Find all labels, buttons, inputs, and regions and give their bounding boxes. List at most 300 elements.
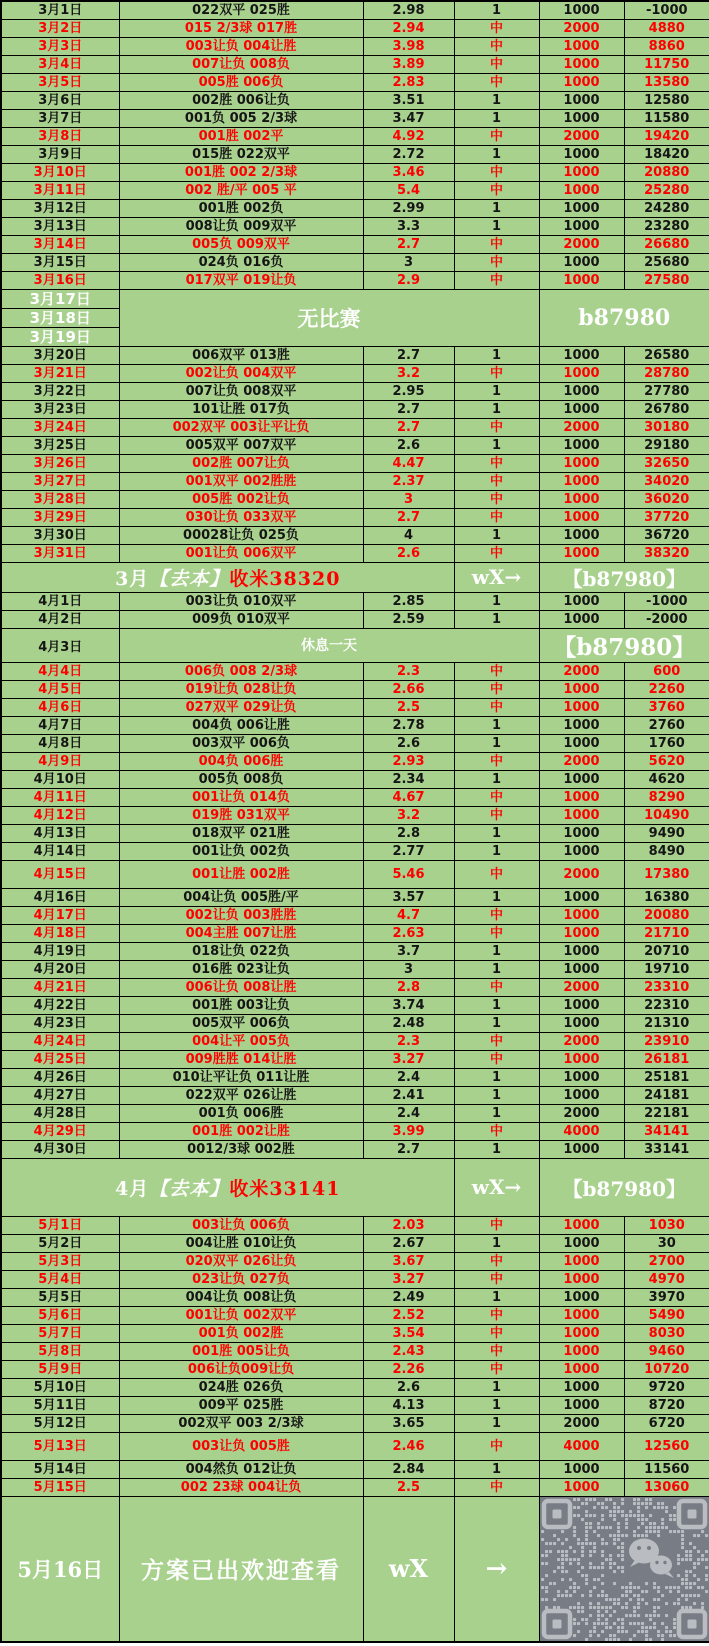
odds-cell: 2.84 [363,1460,454,1478]
bet-desc-cell: 022双平 025胜 [119,1,363,19]
odds-cell: 3.57 [363,888,454,906]
result-cell: 中 [454,55,539,73]
odds-cell: 2.52 [363,1306,454,1324]
table-row [1,842,709,860]
table-row [1,1014,709,1032]
stake-cell: 2000 [539,662,624,680]
odds-cell: 2.98 [363,1,454,19]
odds-cell: 2.8 [363,824,454,842]
stake-cell: 2000 [539,235,624,253]
date-cell: 5月15日 [1,1478,119,1496]
table-row [1,472,709,490]
stake-cell: 1000 [539,788,624,806]
odds-cell: 2.95 [363,382,454,400]
result-cell: 1 [454,716,539,734]
table-row [1,181,709,199]
odds-cell: 4 [363,526,454,544]
date-cell: 4月9日 [1,752,119,770]
odds-cell: 2.03 [363,1216,454,1234]
result-cell: 1 [454,942,539,960]
profit-cell: 9460 [624,1342,709,1360]
profit-cell: 32650 [624,454,709,472]
stake-cell: 1000 [539,770,624,788]
result-cell: 中 [454,1050,539,1068]
bet-desc-cell: 002双平 003让平让负 [119,418,363,436]
table-row [1,788,709,806]
odds-cell: 2.7 [363,418,454,436]
result-cell: 1 [454,199,539,217]
odds-cell: 2.83 [363,73,454,91]
result-cell: 中 [454,698,539,716]
date-cell: 4月4日 [1,662,119,680]
bet-desc-cell: 003让负 004让胜 [119,37,363,55]
table-row [1,19,709,37]
table-row [1,770,709,788]
stake-cell: 1000 [539,824,624,842]
stake-cell: 1000 [539,1050,624,1068]
table-row [1,400,709,418]
stake-cell: 1000 [539,698,624,716]
table-row [1,109,709,127]
bet-desc-cell: 019让负 028让负 [119,680,363,698]
profit-cell: 37720 [624,508,709,526]
stake-cell: 1000 [539,996,624,1014]
result-cell: 中 [454,472,539,490]
summary-earnings: 收米38320 [229,567,341,590]
contact-code-cell: 【b87980】 [539,628,709,662]
result-cell: 1 [454,145,539,163]
date-cell: 3月25日 [1,436,119,454]
bet-desc-cell: 003让负 005胜 [119,1432,363,1460]
result-cell: 中 [454,364,539,382]
table-row [1,1396,709,1414]
bet-desc-cell: 002双平 003 2/3球 [119,1414,363,1432]
date-cell: 4月17日 [1,906,119,924]
profit-cell: 13060 [624,1478,709,1496]
profit-cell: 1760 [624,734,709,752]
stake-cell: 1000 [539,91,624,109]
profit-cell: 5490 [624,1306,709,1324]
odds-cell: 3.27 [363,1270,454,1288]
bet-desc-cell: 001负 006胜 [119,1104,363,1122]
stake-cell: 2000 [539,418,624,436]
result-cell: 中 [454,662,539,680]
bet-desc-cell: 003让负 006负 [119,1216,363,1234]
date-cell: 4月25日 [1,1050,119,1068]
table-row [1,1432,709,1460]
profit-cell: 38320 [624,544,709,562]
odds-cell: 2.85 [363,592,454,610]
bet-desc-cell: 023让负 027负 [119,1270,363,1288]
date-cell: 3月2日 [1,19,119,37]
odds-cell: 2.78 [363,716,454,734]
stake-cell: 1000 [539,610,624,628]
profit-cell: -1000 [624,592,709,610]
result-cell: 1 [454,1460,539,1478]
stake-cell: 1000 [539,73,624,91]
date-cell: 3月11日 [1,181,119,199]
odds-cell: 4.7 [363,906,454,924]
wx-cell: wX→ [454,1158,539,1216]
result-cell: 1 [454,842,539,860]
profit-cell: 25680 [624,253,709,271]
date-cell: 4月13日 [1,824,119,842]
bet-desc-cell: 019胜 031双平 [119,806,363,824]
profit-cell: 33141 [624,1140,709,1158]
table-row [1,1122,709,1140]
stake-cell: 1000 [539,1252,624,1270]
result-cell: 中 [454,181,539,199]
stake-cell: 1000 [539,1306,624,1324]
odds-cell: 5.46 [363,860,454,888]
result-cell: 1 [454,91,539,109]
odds-cell: 4.47 [363,454,454,472]
table-row [1,698,709,716]
odds-cell: 3 [363,253,454,271]
odds-cell: 3.65 [363,1414,454,1432]
odds-cell: 3.54 [363,1324,454,1342]
table-row [1,382,709,400]
result-cell: 中 [454,1270,539,1288]
date-cell: 4月10日 [1,770,119,788]
result-cell: 中 [454,1342,539,1360]
profit-cell: 3760 [624,698,709,716]
bet-desc-cell: 009平 025胜 [119,1396,363,1414]
date-cell: 5月14日 [1,1460,119,1478]
bet-desc-cell: 017双平 019让负 [119,271,363,289]
result-cell: 1 [454,109,539,127]
stake-cell: 1000 [539,1342,624,1360]
summary-tag: 【去本】 [149,1177,230,1200]
profit-cell: 11580 [624,109,709,127]
profit-cell: 10720 [624,1360,709,1378]
table-row [1,55,709,73]
table-row [1,1496,709,1642]
table-row [1,824,709,842]
date-cell: 3月16日 [1,271,119,289]
stake-cell: 2000 [539,1032,624,1050]
date-cell: 5月6日 [1,1306,119,1324]
profit-cell: 6720 [624,1414,709,1432]
date-cell: 4月18日 [1,924,119,942]
bet-desc-cell: 022双平 026让胜 [119,1086,363,1104]
date-cell: 5月8日 [1,1342,119,1360]
table-row [1,1140,709,1158]
date-cell: 4月11日 [1,788,119,806]
odds-cell: 3.98 [363,37,454,55]
profit-cell: 19420 [624,127,709,145]
stake-cell: 1000 [539,942,624,960]
date-cell: 3月26日 [1,454,119,472]
date-cell: 5月16日 [1,1496,119,1642]
date-cell: 4月15日 [1,860,119,888]
result-cell: 中 [454,19,539,37]
result-cell: 中 [454,253,539,271]
odds-cell: 2.72 [363,145,454,163]
stake-cell: 2000 [539,1414,624,1432]
bet-desc-cell: 018双平 021胜 [119,824,363,842]
date-cell: 4月12日 [1,806,119,824]
no-match-dates-cell [1,289,119,346]
date-cell: 3月31日 [1,544,119,562]
stake-cell: 1000 [539,592,624,610]
stake-cell: 1000 [539,1378,624,1396]
odds-cell: 3.46 [363,163,454,181]
date-cell: 4月1日 [1,592,119,610]
date-cell: 4月14日 [1,842,119,860]
result-cell: 中 [454,1432,539,1460]
date-cell: 4月19日 [1,942,119,960]
result-cell: 中 [454,1360,539,1378]
table-row [1,253,709,271]
profit-cell: 13580 [624,73,709,91]
odds-cell: 4.92 [363,127,454,145]
date-cell: 3月23日 [1,400,119,418]
qr-cell [539,1496,709,1642]
stake-cell: 1000 [539,1234,624,1252]
profit-cell: 2700 [624,1252,709,1270]
table-body [1,1,709,1642]
result-cell: 1 [454,382,539,400]
date-cell: 4月20日 [1,960,119,978]
bet-desc-cell: 001让负 006双平 [119,544,363,562]
stake-cell: 2000 [539,1104,624,1122]
odds-cell: 2.26 [363,1360,454,1378]
stake-cell: 1000 [539,544,624,562]
odds-cell: 2.93 [363,752,454,770]
table-row [1,1032,709,1050]
profit-cell: 4880 [624,19,709,37]
arrow-cell: → [454,1496,539,1642]
table-row [1,1460,709,1478]
table-row [1,454,709,472]
result-cell: 1 [454,1378,539,1396]
result-cell: 中 [454,788,539,806]
bet-desc-cell: 002 23球 004让负 [119,1478,363,1496]
summary-month-label: 4月 [115,1177,150,1200]
table-row [1,1252,709,1270]
bet-desc-cell: 018让负 022负 [119,942,363,960]
stake-cell: 1000 [539,526,624,544]
odds-cell: 5.4 [363,181,454,199]
bet-desc-cell: 005负 009双平 [119,235,363,253]
summary-month-label: 3月 [115,567,150,590]
date-cell: 4月26日 [1,1068,119,1086]
stake-cell: 4000 [539,1122,624,1140]
summary-tag: 【去本】 [149,567,230,590]
odds-cell: 2.6 [363,544,454,562]
month-summary-cell [1,1158,454,1216]
odds-cell: 2.48 [363,1014,454,1032]
result-cell: 中 [454,752,539,770]
date-cell: 4月7日 [1,716,119,734]
odds-cell: 4.67 [363,788,454,806]
bet-desc-cell: 001胜 003让负 [119,996,363,1014]
bet-desc-cell: 006让负 008让胜 [119,978,363,996]
date-cell: 5月12日 [1,1414,119,1432]
summary-earnings: 收米33141 [229,1177,341,1200]
bet-desc-cell: 004然负 012让负 [119,1460,363,1478]
odds-cell: 2.59 [363,610,454,628]
odds-cell: 2.3 [363,1032,454,1050]
result-cell: 中 [454,1032,539,1050]
odds-cell: 2.49 [363,1288,454,1306]
profit-cell: 12580 [624,91,709,109]
date-cell: 3月7日 [1,109,119,127]
bet-desc-cell: 002让负 003胜胜 [119,906,363,924]
profit-cell: 12560 [624,1432,709,1460]
table-row [1,346,709,364]
bet-desc-cell: 024胜 026负 [119,1378,363,1396]
profit-cell: 4970 [624,1270,709,1288]
date-cell: 3月29日 [1,508,119,526]
odds-cell: 2.3 [363,662,454,680]
result-cell: 中 [454,508,539,526]
profit-cell: 26580 [624,346,709,364]
stake-cell: 1000 [539,382,624,400]
profit-cell: 9720 [624,1378,709,1396]
table-row [1,806,709,824]
result-cell: 1 [454,610,539,628]
result-cell: 1 [454,1086,539,1104]
table-row [1,752,709,770]
table-row [1,942,709,960]
profit-cell: 24181 [624,1086,709,1104]
profit-cell: 21310 [624,1014,709,1032]
bet-desc-cell: 010让平让负 011让胜 [119,1068,363,1086]
result-cell: 中 [454,1478,539,1496]
profit-cell: 8720 [624,1396,709,1414]
stake-cell: 1000 [539,960,624,978]
date-cell: 5月5日 [1,1288,119,1306]
profit-cell: 5620 [624,752,709,770]
bet-desc-cell: 015胜 022双平 [119,145,363,163]
result-cell: 1 [454,217,539,235]
bet-desc-cell: 0012/3球 002胜 [119,1140,363,1158]
profit-cell: 19710 [624,960,709,978]
table-row [1,562,709,592]
date-cell: 4月5日 [1,680,119,698]
table-row [1,436,709,454]
rest-message-cell: 休息一天 [119,628,539,662]
date-cell: 3月9日 [1,145,119,163]
bet-desc-cell: 015 2/3球 017胜 [119,19,363,37]
result-cell: 中 [454,680,539,698]
bet-desc-cell: 005胜 002让负 [119,490,363,508]
table-row [1,364,709,382]
odds-cell: 2.4 [363,1068,454,1086]
date-cell: 3月8日 [1,127,119,145]
date-cell: 3月1日 [1,1,119,19]
stake-cell: 1000 [539,1288,624,1306]
profit-cell: 16380 [624,888,709,906]
bet-desc-cell: 001胜 002平 [119,127,363,145]
odds-cell: 2.7 [363,235,454,253]
stake-cell: 1000 [539,253,624,271]
stake-cell: 1000 [539,888,624,906]
stake-cell: 1000 [539,109,624,127]
table-row [1,1342,709,1360]
date-cell: 3月14日 [1,235,119,253]
result-cell: 中 [454,1216,539,1234]
date-cell: 4月2日 [1,610,119,628]
odds-cell: 2.4 [363,1104,454,1122]
result-cell: 1 [454,960,539,978]
table-row [1,37,709,55]
bet-desc-cell: 030让负 033双平 [119,508,363,526]
profit-cell: 21710 [624,924,709,942]
date-cell: 5月13日 [1,1432,119,1460]
odds-cell: 2.6 [363,436,454,454]
profit-cell: 11560 [624,1460,709,1478]
bet-desc-cell: 005双平 006负 [119,1014,363,1032]
bet-desc-cell: 007让负 008负 [119,55,363,73]
stake-cell: 1000 [539,1460,624,1478]
bet-desc-cell: 001双平 002胜胜 [119,472,363,490]
table-row [1,490,709,508]
stake-cell: 1000 [539,346,624,364]
stake-cell: 1000 [539,1324,624,1342]
table-row [1,1306,709,1324]
stake-cell: 1000 [539,1086,624,1104]
date-cell: 3月20日 [1,346,119,364]
table-row [1,734,709,752]
wx-cell: wX [363,1496,454,1642]
profit-cell: 4620 [624,770,709,788]
stake-cell: 1000 [539,1068,624,1086]
month-summary-cell [1,562,454,592]
date-cell: 3月22日 [1,382,119,400]
result-cell: 中 [454,1252,539,1270]
profit-cell: -2000 [624,610,709,628]
date-cell: 3月24日 [1,418,119,436]
date-cell: 3月12日 [1,199,119,217]
profit-cell: 28780 [624,364,709,382]
stake-cell: 1000 [539,842,624,860]
profit-cell: 26680 [624,235,709,253]
profit-cell: 36720 [624,526,709,544]
odds-cell: 2.6 [363,1378,454,1396]
odds-cell: 2.99 [363,199,454,217]
result-cell: 中 [454,73,539,91]
date-cell: 4月30日 [1,1140,119,1158]
odds-cell: 3.3 [363,217,454,235]
profit-cell: 22181 [624,1104,709,1122]
date-cell: 5月4日 [1,1270,119,1288]
table-row [1,888,709,906]
profit-cell: 18420 [624,145,709,163]
profit-cell: 2260 [624,680,709,698]
odds-cell: 3 [363,490,454,508]
table-row [1,924,709,942]
result-cell: 1 [454,436,539,454]
odds-cell: 3.2 [363,806,454,824]
bet-desc-cell: 001让胜 002胜 [119,860,363,888]
bet-desc-cell: 006让负009让负 [119,1360,363,1378]
odds-cell: 3.27 [363,1050,454,1068]
stake-cell: 1000 [539,436,624,454]
bet-desc-cell: 003让负 010双平 [119,592,363,610]
date-cell: 5月2日 [1,1234,119,1252]
result-cell: 1 [454,1068,539,1086]
table-row [1,544,709,562]
odds-cell: 3.74 [363,996,454,1014]
stake-cell: 1000 [539,490,624,508]
table-row [1,960,709,978]
stake-cell: 1000 [539,199,624,217]
date-cell: 4月28日 [1,1104,119,1122]
profit-cell: 1030 [624,1216,709,1234]
